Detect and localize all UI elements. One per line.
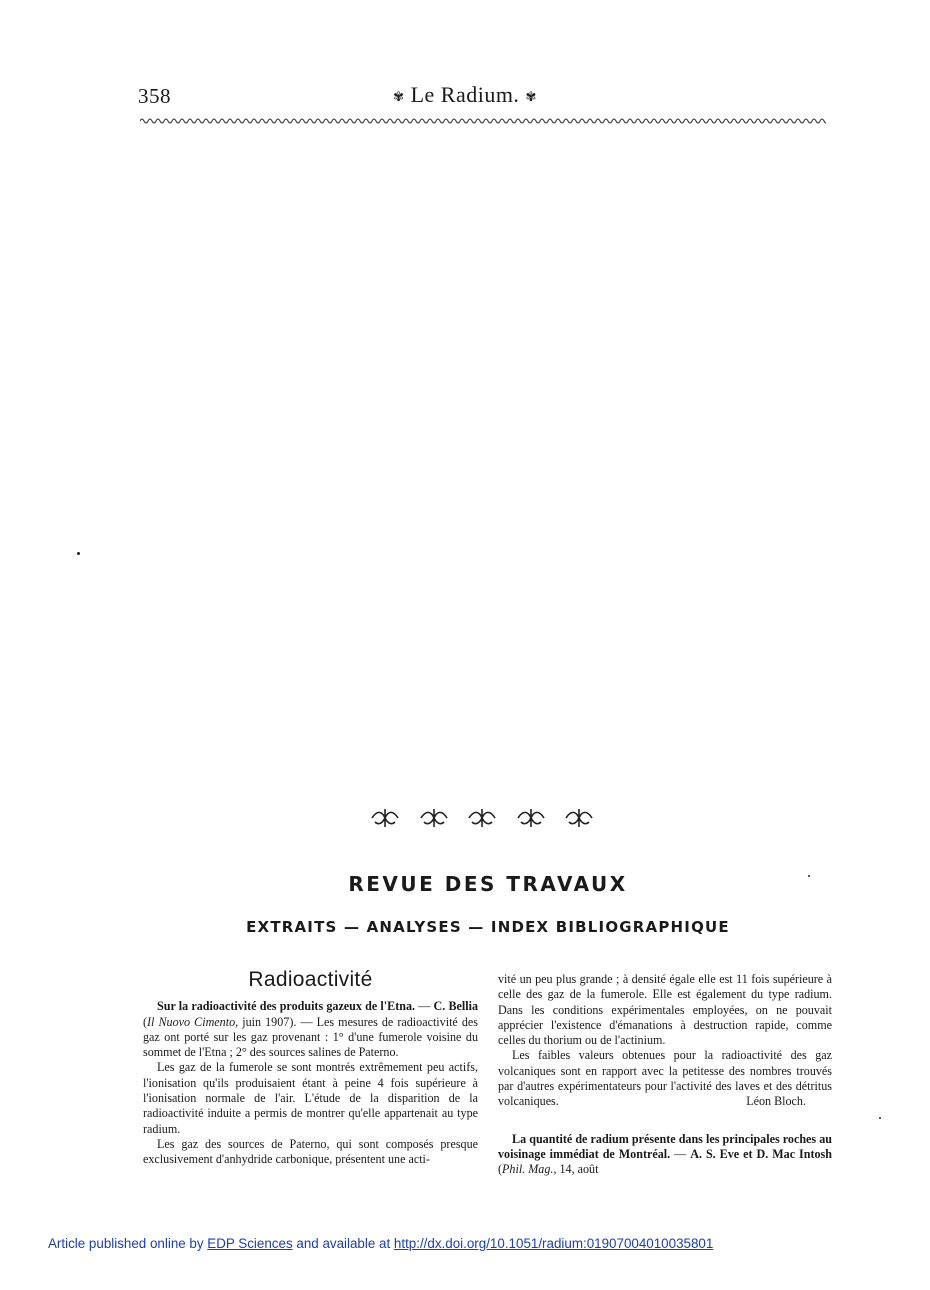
running-title-line — [330, 82, 600, 108]
fleuron-icon — [370, 805, 400, 831]
reference-open: ( — [143, 1014, 148, 1029]
wavy-rule-divider — [140, 115, 826, 127]
article-authors: A. S. Eve et D. Mac Intosh — [690, 1146, 832, 1161]
scan-speck — [879, 1117, 881, 1119]
rubric-heading: Radioactivité — [248, 968, 373, 991]
body-paragraph — [498, 1048, 832, 1109]
article-title: La quantité de radium présente dans les principales roches au voisinage immédiat de Montréal. — [498, 1131, 832, 1161]
body-paragraph: vité un peu plus grande ; à densité égale elle est 11 fois supérieure à celle des gaz de la fumerole. Elle est également du type radium. Dans les conditions expérimentales employées, on ne pouvait apprécier l'existence d'émanations à destruction rapide, comme celles du thorium ou de l'actinium. — [498, 972, 832, 1048]
fleuron-icon — [467, 805, 497, 831]
doi-link[interactable]: http://dx.doi.org/10.1051/radium:01907004010035801 — [393, 1236, 714, 1251]
publication-footer — [48, 1236, 713, 1251]
article-entry — [143, 999, 478, 1060]
author-signature: Léon Bloch. — [746, 1094, 806, 1109]
fleuron-icon — [419, 805, 449, 831]
page-number: 358 — [138, 84, 171, 108]
fleuron-divider — [370, 805, 594, 831]
reference-rest: , 14, août — [553, 1162, 599, 1177]
article-author: C. Bellia — [433, 999, 479, 1014]
ornament-right-icon: ✾ — [525, 88, 537, 104]
reference-open: ( — [498, 1162, 503, 1177]
spacer — [498, 1110, 832, 1132]
paragraph-text: Les faibles valeurs obtenues pour la radioactivité des gaz volcaniques sont en rapport avec la petitesse des nombres trouvés par d'autres expérimentateurs pour l'activité des laves et des détritus volcaniques. — [498, 1048, 832, 1109]
right-column — [498, 972, 832, 1178]
running-title: Le Radium. — [410, 82, 520, 107]
article-title: Sur la radioactivité des produits gazeux de l'Etna. — [157, 999, 416, 1014]
journal-name: Il Nuovo Cimento — [147, 1014, 236, 1029]
footer-prefix: Article published online by — [48, 1236, 208, 1251]
publisher-link[interactable]: EDP Sciences — [207, 1236, 293, 1251]
article-entry — [498, 1132, 832, 1178]
section-subtitle: EXTRAITS — ANALYSES — INDEX BIBLIOGRAPHIQUE — [246, 918, 730, 936]
author-separator: — — [670, 1146, 691, 1161]
section-title: REVUE DES TRAVAUX — [348, 872, 628, 896]
footer-middle: and available at — [292, 1236, 394, 1251]
body-paragraph: Les gaz des sources de Paterno, qui sont composés presque exclusivement d'anhydride carbonique, présentent une acti- — [143, 1136, 478, 1167]
journal-name: Phil. Mag. — [502, 1162, 554, 1177]
article-intro: Les mesures de radioactivité des gaz ont porté sur les gaz provenant : 1° d'une fumerole voisine du sommet de l'Etna ; 2° des sources salines de Paterno. — [143, 1014, 478, 1060]
ornament-left-icon: ✾ — [393, 88, 405, 104]
left-column — [143, 968, 479, 1168]
fleuron-icon — [516, 805, 546, 831]
fleuron-icon — [564, 805, 594, 831]
scan-speck — [77, 552, 80, 555]
reference-close: , juin 1907). — — [235, 1014, 313, 1029]
author-separator: — — [415, 999, 434, 1014]
body-paragraph: Les gaz de la fumerole se sont montrés extrêmement peu actifs, l'ionisation qu'ils produisaient étant à peine 4 fois supérieure à l'ionisation normale de l'air. L'étude de la disparition de la radioactivité induite a permis de montrer qu'elle appartenait au type radium. — [143, 1060, 478, 1136]
